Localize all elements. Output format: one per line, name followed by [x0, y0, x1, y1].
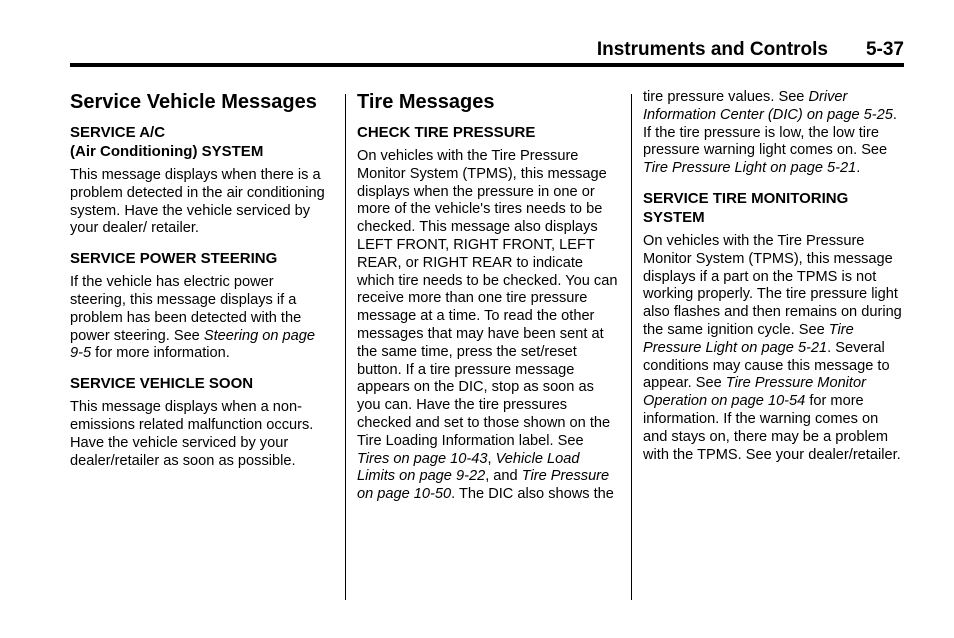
- text: for more information. If the warning comes on and stays on, there may be a problem with the TPMS. See your dealer/retailer.: [643, 393, 901, 463]
- page-reference: Tire Pressure Monitor Operation on page 10-54: [643, 375, 866, 410]
- page-reference: Tire Pressure Light on page 5-21: [643, 160, 857, 177]
- subheading-check-tire-pressure: CHECK TIRE PRESSURE: [357, 124, 536, 141]
- subheading-service-tire-monitoring-system: SERVICE TIRE MONITORING SYSTEM: [643, 189, 849, 226]
- text: . If the tire pressure is low, the low tire pressure warning light comes on. See: [643, 106, 897, 159]
- page-reference: Tire Pressure Light on page 5-21: [643, 321, 854, 356]
- heading-service-vehicle-messages: Service Vehicle Messages: [70, 91, 317, 113]
- column-divider: [631, 94, 632, 600]
- paragraph: This message displays when a non-emissions related malfunction occurs. Have the vehicle serviced by your dealer/retailer as soon as possible.: [70, 399, 314, 469]
- text: . The DIC also shows the: [451, 486, 614, 503]
- text: On vehicles with the Tire Pressure Monitor System (TPMS), this message displays if a part on the TPMS is not working properly. The tire pressure light also flashes and then remains on during the same ignition cycle. See: [643, 232, 902, 338]
- text: On vehicles with the Tire Pressure Monitor System (TPMS), this message displays when the pressure in one or more of the vehicle's tires needs to be checked. This message also displays LEFT FRONT, RIGHT FRONT, LEFT REAR, or RIGHT REAR to indicate which tire needs to be checked. You can receive more than one tire pressure message at a time. To read the other messages that may have been sent at the same time, press the set/reset button. If a tire pressure message appears on the DIC, stop as soon as you can. Have the tire pressures checked and set to those shown on the Tire Loading Information label. See: [357, 148, 618, 449]
- page-reference: Vehicle Load Limits on page 9-22: [357, 450, 580, 485]
- column-3: [643, 90, 905, 475]
- column-divider: [345, 94, 346, 600]
- text: .: [856, 160, 861, 177]
- section-title: Instruments and Controls: [596, 39, 828, 60]
- text: If the vehicle has electric power steering, this message displays if a problem has been detected with the power steering. See: [70, 274, 302, 344]
- text: . Several conditions may cause this message to appear. See: [643, 339, 890, 392]
- page-number: 5-37: [865, 39, 904, 60]
- column-1: [70, 90, 332, 481]
- text: tire pressure values. See: [643, 89, 809, 105]
- page-reference: Tire Pressure on page 10-50: [357, 468, 610, 503]
- paragraph: [643, 233, 905, 464]
- subheading-line: SERVICE A/C: [70, 124, 166, 141]
- page-reference: Steering on page 9-5: [70, 327, 316, 362]
- paragraph: [357, 148, 619, 504]
- page-reference: Driver Information Center (DIC) on page 5-25: [643, 89, 893, 123]
- text: for more information.: [91, 345, 230, 362]
- paragraph: [70, 274, 332, 363]
- header-rule: [70, 63, 904, 67]
- page-reference: Tires on page 10-43: [357, 450, 488, 467]
- paragraph: This message displays when there is a problem detected in the air conditioning system. Have the vehicle serviced by your dealer/ retailer.: [70, 167, 325, 237]
- heading-tire-messages: Tire Messages: [357, 91, 495, 113]
- column-2: [357, 90, 619, 515]
- page-header: [70, 38, 904, 62]
- subheading-line: (Air Conditioning) SYSTEM: [70, 143, 264, 160]
- paragraph: [643, 89, 905, 178]
- subheading-service-power-steering: SERVICE POWER STEERING: [70, 250, 278, 268]
- subheading-service-ac: [70, 123, 332, 161]
- subheading-service-vehicle-soon: SERVICE VEHICLE SOON: [70, 375, 254, 393]
- text: , and: [485, 468, 522, 485]
- text: ,: [487, 450, 496, 467]
